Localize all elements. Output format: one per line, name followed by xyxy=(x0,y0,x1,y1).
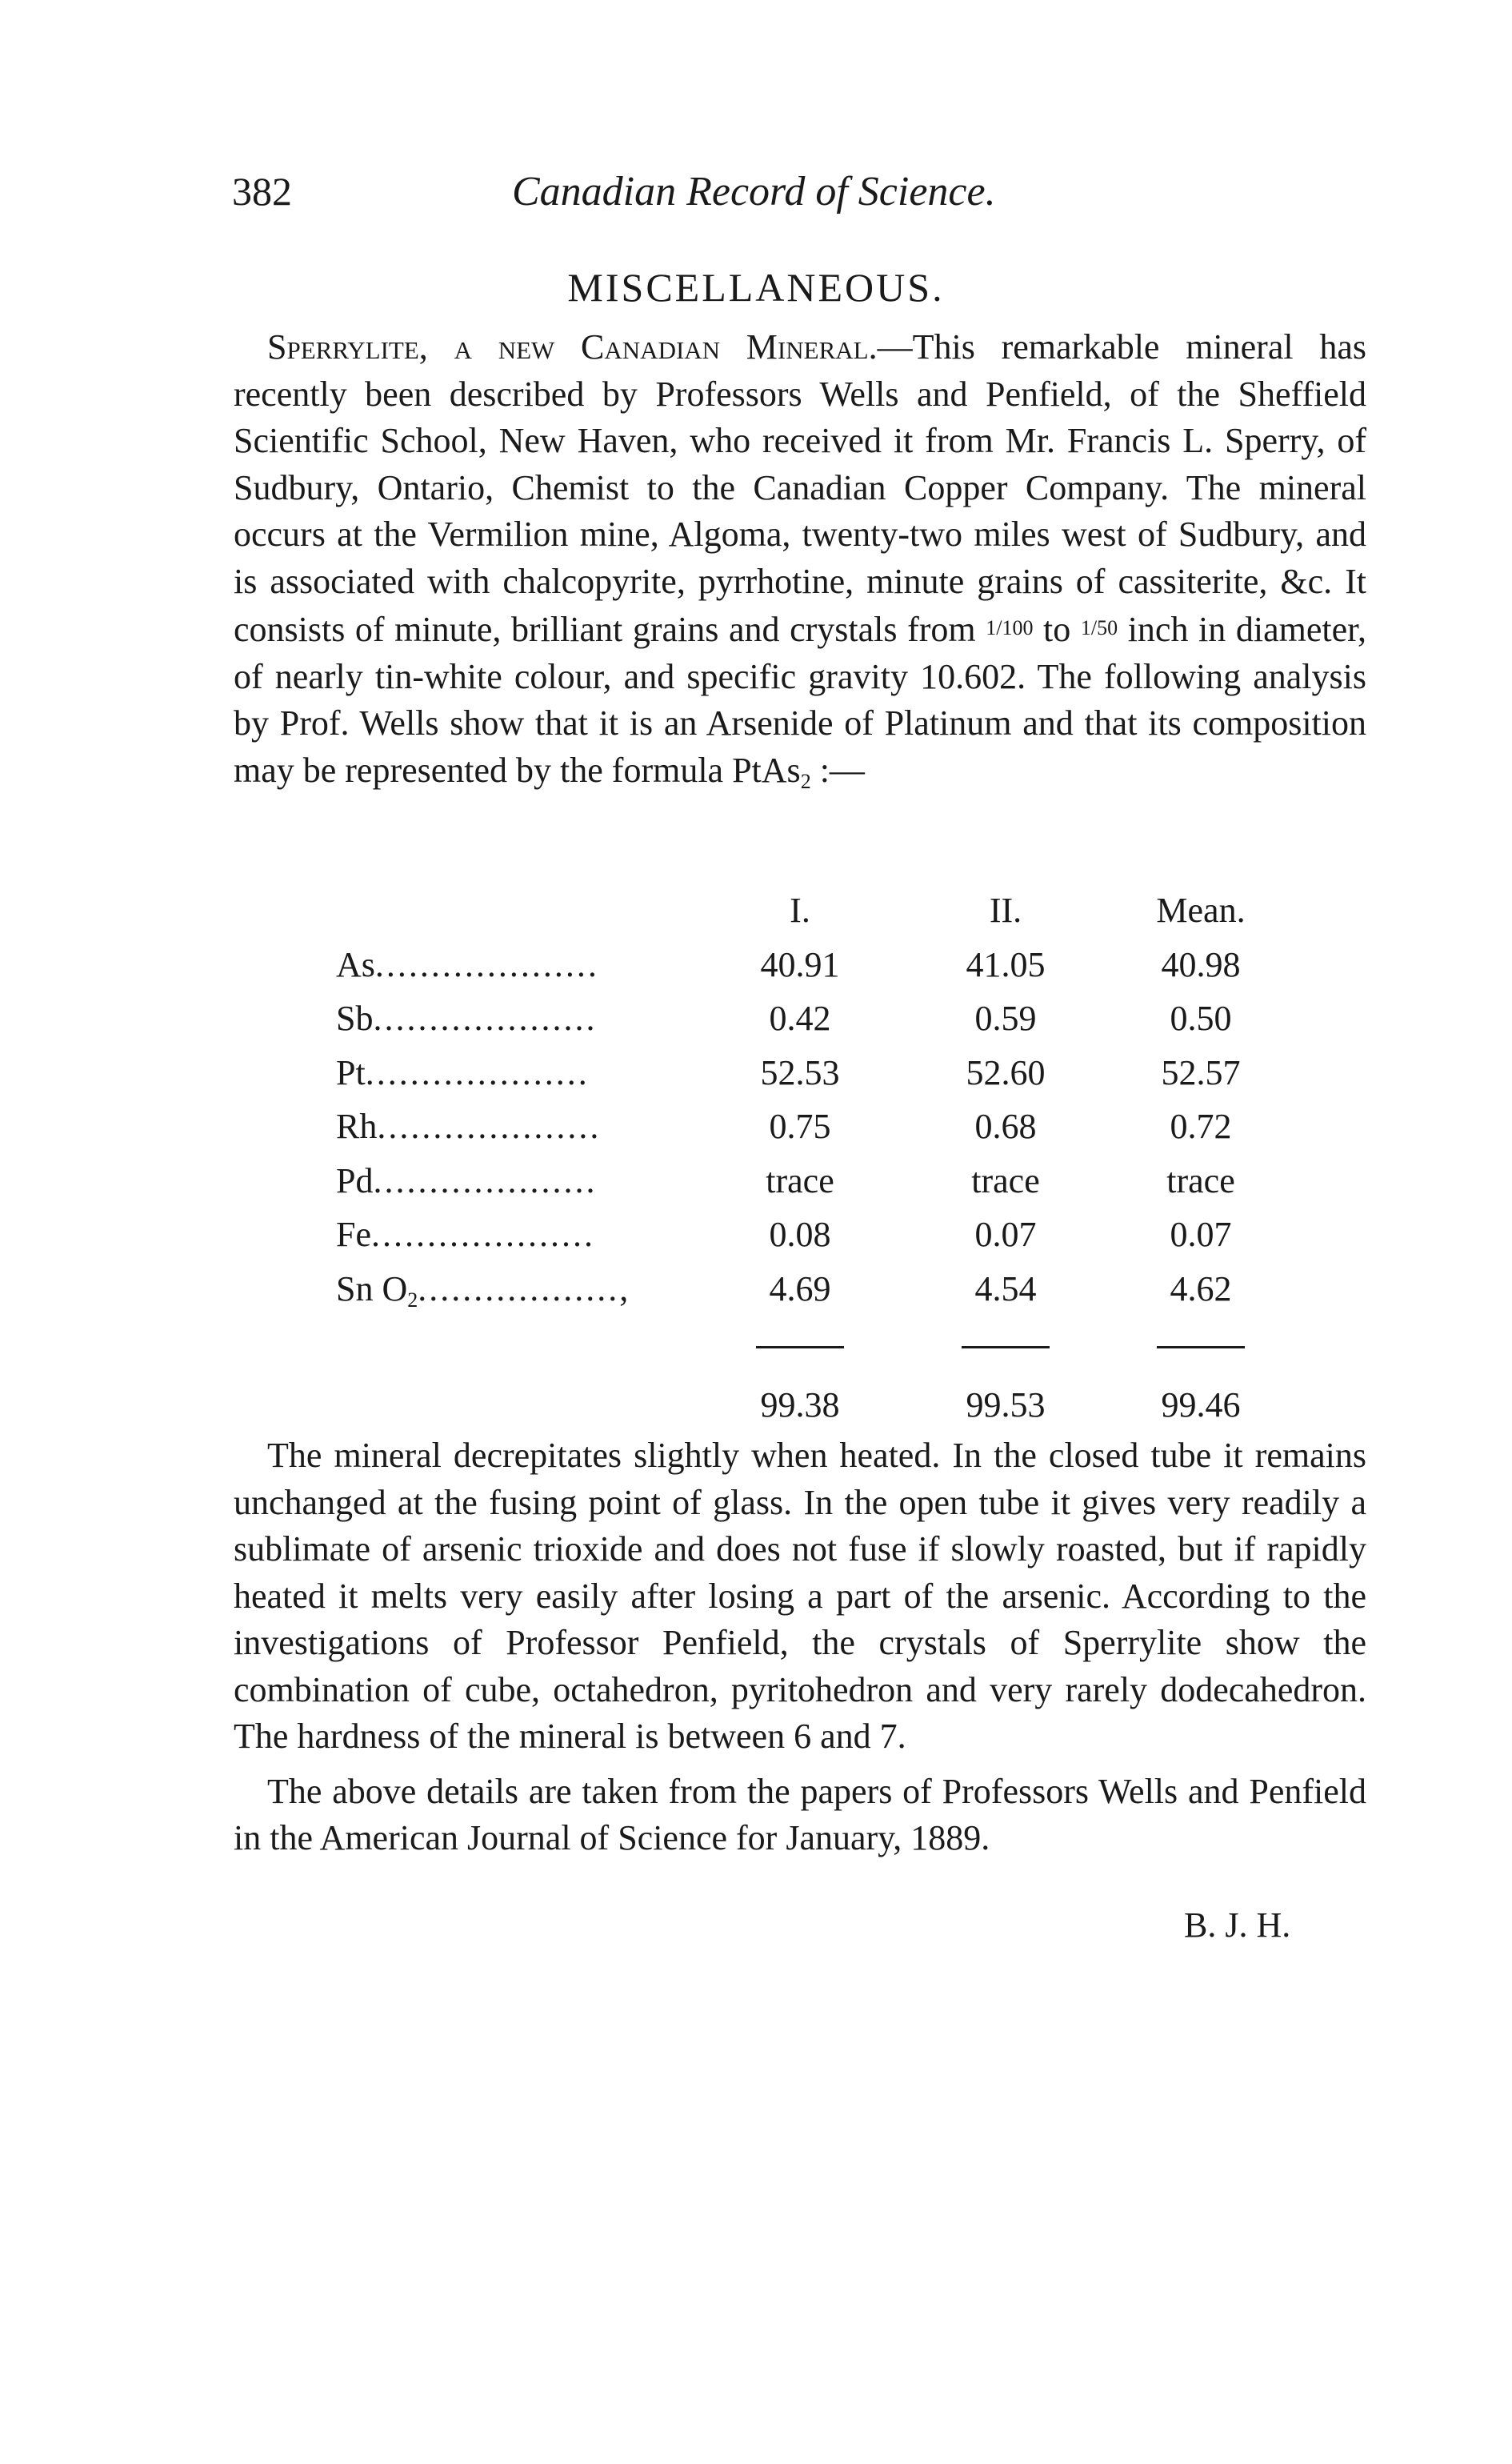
column-header-ii: II. xyxy=(989,891,1022,930)
element-label xyxy=(336,1052,728,1093)
leader-dots: .................... xyxy=(373,1160,598,1200)
running-title: Canadian Record of Science. xyxy=(512,169,996,214)
element-symbol: As xyxy=(336,944,375,984)
element-subscript: 2 xyxy=(407,1288,418,1312)
total-mean: 99.46 xyxy=(1161,1384,1241,1424)
value-i: 40.91 xyxy=(760,944,840,984)
sum-rule xyxy=(736,1346,864,1348)
article-body xyxy=(234,324,1366,805)
fraction-one-fiftieth: 1/50 xyxy=(1080,616,1118,639)
sum-rule xyxy=(1137,1346,1265,1348)
value-ii: 52.60 xyxy=(966,1052,1046,1092)
formula-subscript: 2 xyxy=(800,769,811,793)
value-ii: trace xyxy=(971,1160,1040,1200)
author-initials: B. J. H. xyxy=(1184,1905,1291,1945)
value-mean: 0.07 xyxy=(1170,1215,1232,1254)
value-mean: 0.50 xyxy=(1170,999,1232,1038)
element-label xyxy=(336,1268,728,1312)
column-header-mean: Mean. xyxy=(1156,891,1246,930)
element-symbol: Pt xyxy=(336,1052,366,1092)
element-label xyxy=(336,1106,728,1147)
value-ii: 41.05 xyxy=(966,944,1046,984)
leader-dots: .................... xyxy=(365,1052,590,1092)
value-mean: 4.62 xyxy=(1170,1268,1232,1308)
value-ii: 0.07 xyxy=(974,1215,1037,1254)
section-title: MISCELLANEOUS. xyxy=(567,265,945,310)
article-paragraph-3: The above details are taken from the papers of Professors Wells and Penfield in the American Journal of Science for January, 1889. xyxy=(234,1771,1366,1857)
article-paragraph-2: The mineral decrepitates slightly when heated. In the closed tube it remains unchanged at the fusing point of glass. In the open tube it gives very readily a sublimate of arsenic trioxide and does not fuse if slowly roasted, but if rapidly heated it melts very easily after losing a part of the arsenic. According to the investigations of Professor Penfield, the crystals of Sperrylite show the combination of cube, octahedron, pyritohedron and very rarely dodecahedron. The hardness of the mineral is between 6 and 7. xyxy=(234,1436,1366,1756)
value-ii: 4.54 xyxy=(974,1268,1037,1308)
leader-dots: .................... xyxy=(371,1215,595,1254)
element-symbol: Fe xyxy=(336,1215,371,1254)
element-symbol: Sb xyxy=(336,999,374,1038)
article-text-d: :— xyxy=(810,750,865,790)
value-i: 0.08 xyxy=(769,1215,831,1254)
element-label xyxy=(336,944,728,985)
element-symbol: Sn O xyxy=(336,1268,408,1308)
article-paragraph-1 xyxy=(234,324,1366,805)
value-mean: 40.98 xyxy=(1161,944,1241,984)
value-i: 0.42 xyxy=(769,999,831,1038)
page-number: 382 xyxy=(232,169,292,214)
value-mean: 0.72 xyxy=(1170,1107,1232,1146)
value-ii: 0.59 xyxy=(974,999,1037,1038)
element-symbol: Rh xyxy=(336,1107,378,1146)
total-i: 99.38 xyxy=(760,1384,840,1424)
article-continuation xyxy=(234,1432,1366,1870)
element-symbol: Pd xyxy=(336,1160,374,1200)
value-i: trace xyxy=(766,1160,834,1200)
article-text-c: inch in diameter, of nearly tin-white colour, and specific gravity 10.602. The following analysis by Prof. Wells show that it is an Arsenide of Platinum and that its composition may be represented by the formula PtAs xyxy=(234,610,1367,790)
leader-dots: .................... xyxy=(377,1107,602,1146)
sum-rule xyxy=(942,1346,1070,1348)
page-header xyxy=(232,168,1368,224)
leader-dots: .................... xyxy=(374,944,599,984)
value-ii: 0.68 xyxy=(974,1107,1037,1146)
leader-dots: .................., xyxy=(418,1268,631,1308)
value-i: 52.53 xyxy=(760,1052,840,1092)
article-heading: Sperrylite, a new Canadian Mineral. xyxy=(267,327,878,367)
column-header-i: I. xyxy=(790,891,810,930)
value-i: 0.75 xyxy=(769,1107,831,1146)
article-text-a: —This remarkable mineral has recently been described by Professors Wells and Penfield, of the Sheffield Scientific School, New Haven, who received it from Mr. Francis L. Sperry, of Sudbury, Ontario, Chemist to the Canadian Copper Company. The mineral occurs at the Vermilion mine, Algoma, twenty-two miles west of Sudbury, and is associated with chalcopyrite, pyrrhotine, minute grains of cassiterite, &c. It consists of minute, brilliant grains and crystals from xyxy=(234,327,1367,649)
element-label xyxy=(336,998,728,1039)
leader-dots: .................... xyxy=(373,999,598,1038)
value-mean: trace xyxy=(1166,1160,1235,1200)
element-label xyxy=(336,1214,728,1255)
article-text-b: to xyxy=(1043,610,1071,649)
value-i: 4.69 xyxy=(769,1268,831,1308)
element-label xyxy=(336,1160,728,1201)
fraction-one-hundredth: 1/100 xyxy=(986,616,1034,639)
total-ii: 99.53 xyxy=(966,1384,1046,1424)
value-mean: 52.57 xyxy=(1161,1052,1241,1092)
